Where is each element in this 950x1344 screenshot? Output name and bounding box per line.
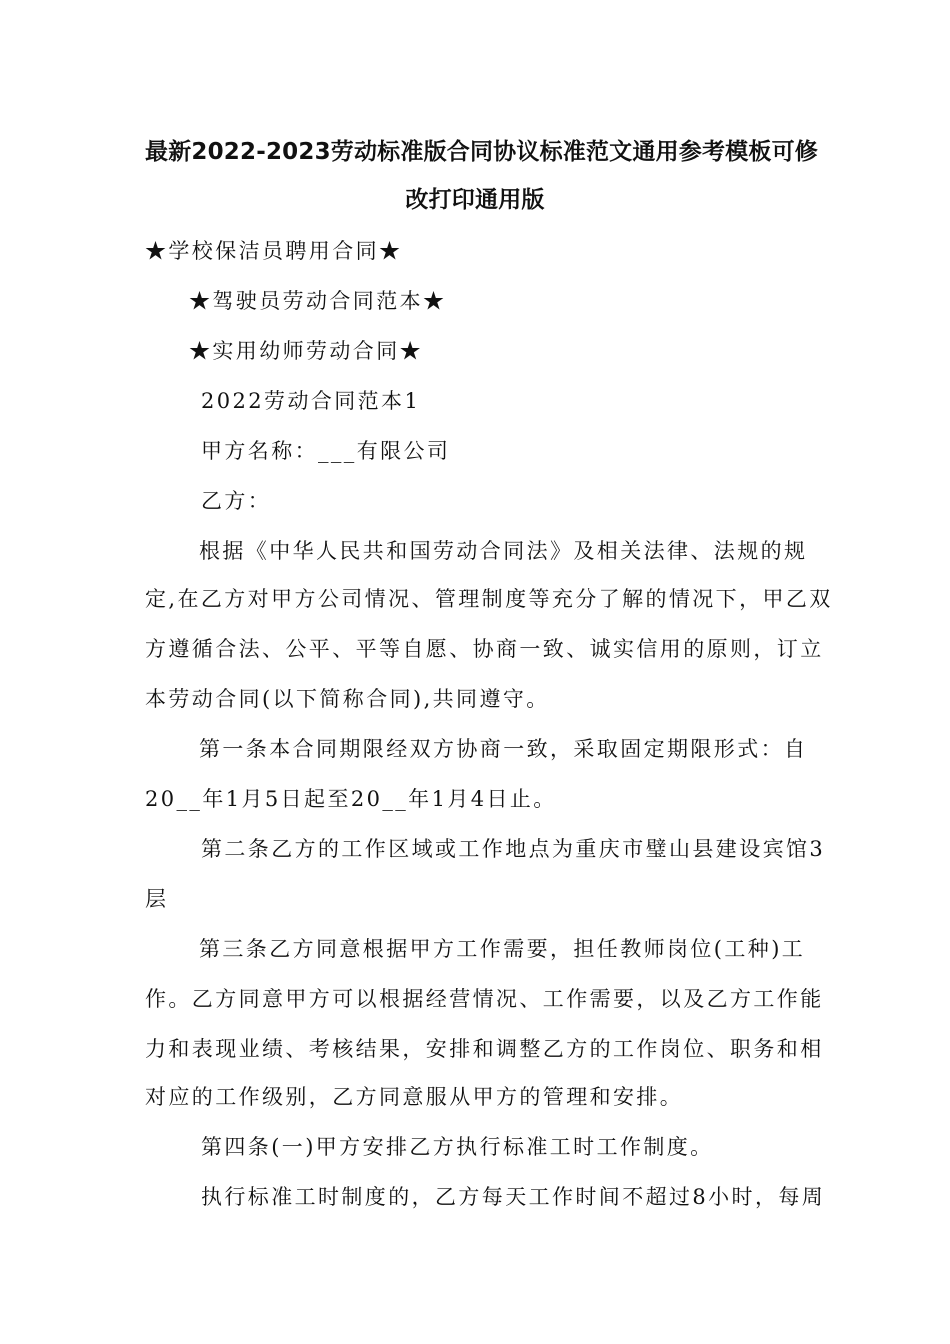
article-2-line-2: 层 xyxy=(145,887,169,911)
document-title-line-2: 改打印通用版 xyxy=(405,187,545,213)
link-school-cleaner-contract[interactable]: ★学校保洁员聘用合同★ xyxy=(145,239,403,263)
article-3-line-4: 对应的工作级别，乙方同意服从甲方的管理和安排。 xyxy=(145,1085,684,1109)
preamble-line-3: 方遵循合法、公平、平等自愿、协商一致、诚实信用的原则，订立 xyxy=(145,637,824,661)
document-title-line-1: 最新2022-2023劳动标准版合同协议标准范文通用参考模板可修 xyxy=(145,139,818,165)
article-4-line-1: 第四条(一)甲方安排乙方执行标准工时工作制度。 xyxy=(201,1135,714,1159)
article-3-line-2: 作。乙方同意甲方可以根据经营情况、工作需要，以及乙方工作能 xyxy=(145,987,824,1011)
preamble-line-1: 根据《中华人民共和国劳动合同法》及相关法律、法规的规 xyxy=(199,539,808,563)
link-driver-contract[interactable]: ★驾驶员劳动合同范本★ xyxy=(189,289,447,313)
article-3-line-1: 第三条乙方同意根据甲方工作需要，担任教师岗位(工种)工 xyxy=(199,937,806,961)
working-hours-line-1: 执行标准工时制度的，乙方每天工作时间不超过8小时，每周 xyxy=(201,1185,826,1209)
preamble-line-2: 定,在乙方对甲方公司情况、管理制度等充分了解的情况下，甲乙双 xyxy=(145,587,833,611)
article-1-line-1: 第一条本合同期限经双方协商一致，采取固定期限形式：自 xyxy=(199,737,808,761)
article-1-line-2: 20__年1月5日起至20__年1月4日止。 xyxy=(145,787,557,811)
party-b-line: 乙方： xyxy=(201,489,272,513)
contract-heading: 2022劳动合同范本1 xyxy=(201,389,421,413)
link-kindergarten-teacher-contract[interactable]: ★实用幼师劳动合同★ xyxy=(189,339,423,363)
article-3-line-3: 力和表现业绩、考核结果，安排和调整乙方的工作岗位、职务和相 xyxy=(145,1037,824,1061)
preamble-line-4: 本劳动合同(以下简称合同),共同遵守。 xyxy=(145,687,550,711)
party-a-line: 甲方名称：___有限公司 xyxy=(201,439,451,463)
article-2-line-1: 第二条乙方的工作区域或工作地点为重庆市璧山县建设宾馆3 xyxy=(201,837,826,861)
